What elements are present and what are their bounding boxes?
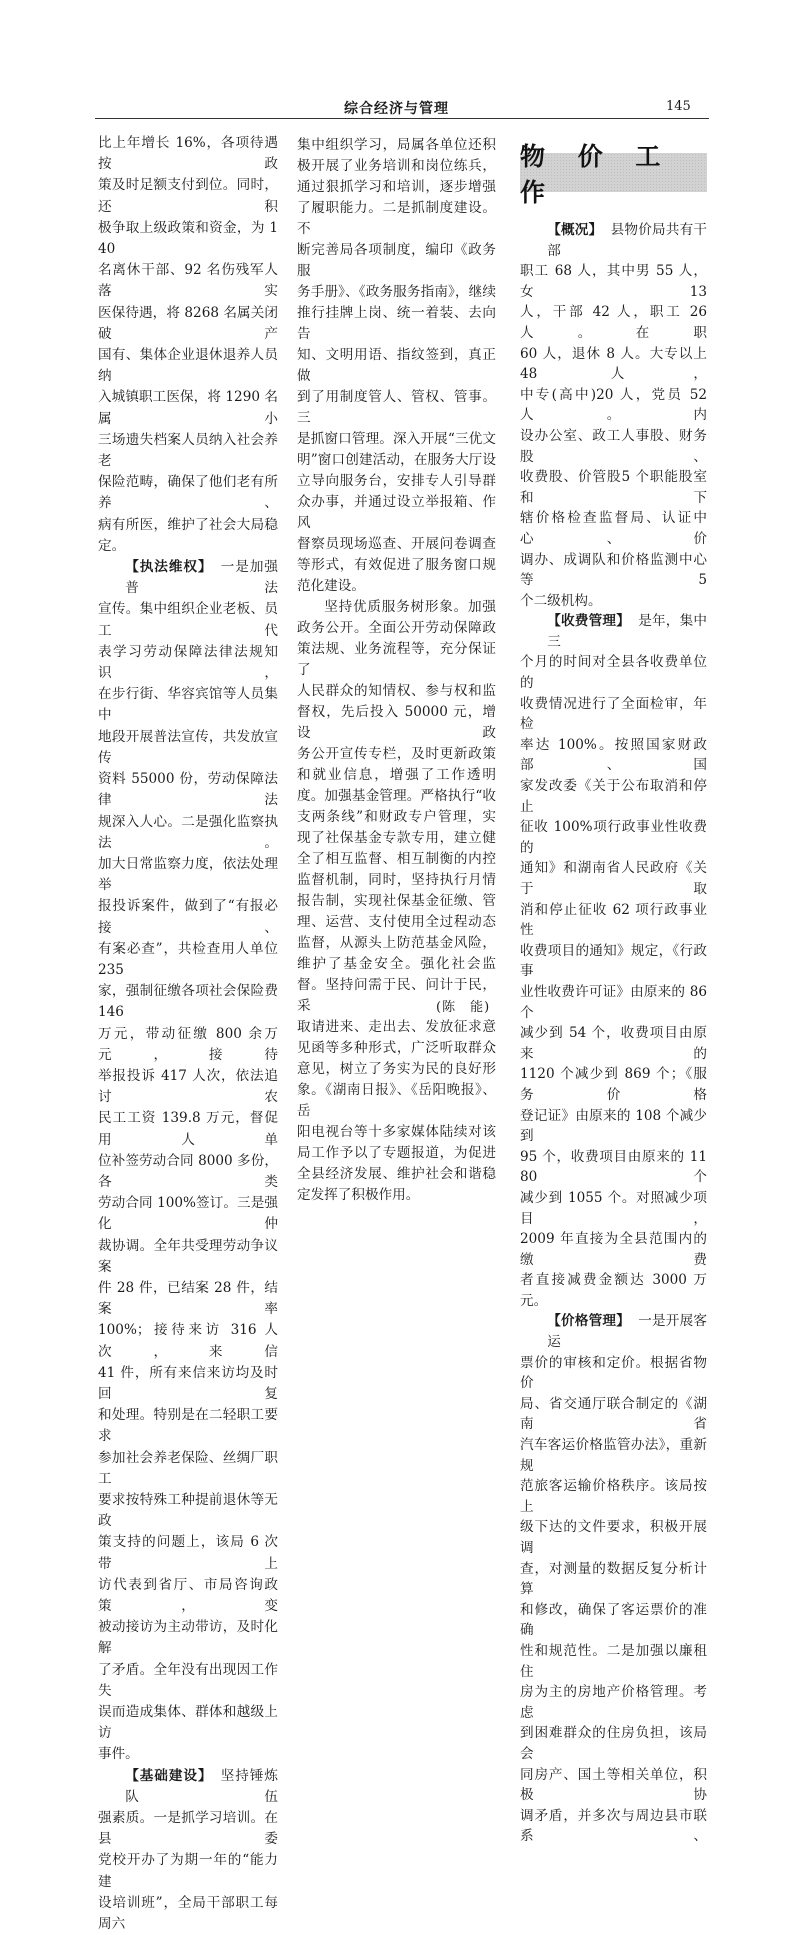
text-line <box>297 954 496 975</box>
paragraph <box>520 611 707 1311</box>
text-line <box>297 870 496 891</box>
text-line <box>98 599 278 641</box>
text-line <box>98 175 278 217</box>
line-text: 策法规、业务流程等，充分保证了 <box>297 641 496 678</box>
line-text: 入城镇职工医保，将 1290 名属小 <box>98 389 278 427</box>
paragraph <box>520 1311 707 1846</box>
line-text: 象。《湖南日报》、《岳阳晚报》、岳 <box>297 1082 496 1119</box>
line-text: 一是加强普法 <box>125 559 278 597</box>
text-line <box>520 776 707 817</box>
text-line <box>98 1766 278 1808</box>
section-title-box <box>520 141 707 207</box>
text-line <box>297 639 496 681</box>
line-text: 明”窗口创建活动，在服务大厅设 <box>297 452 496 468</box>
line-text: 在步行街、华容宾馆等人员集中 <box>98 686 278 724</box>
text-line <box>98 1151 278 1193</box>
text-line <box>520 508 707 549</box>
text-line <box>520 1476 707 1517</box>
line-text: 资料 55000 份，劳动保障法律法 <box>98 771 278 809</box>
line-text: 收费股、价管股5 个职能股室和下 <box>520 469 707 506</box>
text-line <box>98 939 278 981</box>
text-line <box>297 597 496 618</box>
line-text: 汽车客运价格监管办法》，重新规 <box>520 1437 707 1474</box>
text-line <box>520 1682 707 1723</box>
line-text: 同房产、国土等相关单位，积极协 <box>520 1766 707 1804</box>
text-line <box>98 812 278 854</box>
line-text: 减少到 54 个，收费项目由原来的 <box>520 1025 707 1062</box>
text-line <box>520 1311 707 1352</box>
text-line <box>520 1641 707 1682</box>
text-line <box>520 900 707 941</box>
line-text: 取请进来、走出去、发放征求意 <box>297 1019 496 1035</box>
page-number: 145 <box>666 99 691 114</box>
line-text: 95 个，收费项目由原来的 1180 个 <box>520 1148 707 1186</box>
line-text: 调办、成调队和价格监测中心等 5 <box>520 551 707 589</box>
text-line <box>520 1806 707 1847</box>
text-line <box>98 1236 278 1278</box>
text-line <box>520 220 707 261</box>
text-line <box>520 817 707 858</box>
text-line <box>520 426 707 467</box>
text-line <box>98 1617 278 1659</box>
line-text: 1120 个减少到 869 个；《服务价格 <box>520 1066 707 1103</box>
line-text: 务公开宣传专栏，及时更新政策 <box>297 746 496 762</box>
text-line <box>297 1059 496 1080</box>
text-line <box>297 576 496 597</box>
text-line <box>98 345 278 387</box>
text-line <box>297 177 496 198</box>
line-text: 比上年增长 16%，各项待遇按政 <box>98 135 278 173</box>
paragraph <box>297 135 496 597</box>
line-text: 件 28 件，已结案 28 件，结案率 <box>98 1279 278 1318</box>
text-line <box>297 1143 496 1164</box>
line-text: 强素质。一是抓学习培训。在县委 <box>98 1810 278 1848</box>
line-text: 职工 68 人，其中男 55 人，女 13 <box>520 263 707 300</box>
text-line <box>520 1353 707 1394</box>
text-line <box>98 1893 278 1935</box>
text-line <box>520 1064 707 1105</box>
line-text: 访代表到省厅、市局咨询政策，变 <box>98 1576 278 1615</box>
line-text: 查，对测量的数据反复分析计算 <box>520 1560 707 1598</box>
line-text: 知、文明用语、指纹签到，真正做 <box>297 347 496 384</box>
line-text: 级下达的文件要求，积极开展调 <box>520 1519 707 1556</box>
paragraph <box>520 220 707 611</box>
text-line <box>297 702 496 744</box>
line-text: 举报投诉 417 人次，依法追讨农 <box>98 1067 278 1106</box>
line-text: 家发改委《关于公布取消和停止 <box>520 778 707 815</box>
text-line <box>297 1038 496 1059</box>
line-text: 病有所医，维护了社会大局稳定。 <box>98 516 278 554</box>
section-title: 物 价 工 作 <box>520 141 673 207</box>
line-text: 国有、集体企业退休退养人员纳 <box>98 347 278 385</box>
text-line <box>98 557 278 599</box>
text-line <box>98 1363 278 1405</box>
text-line <box>98 1193 278 1235</box>
text-line <box>98 769 278 811</box>
line-text: 率达 100%。按照国家财政部、国 <box>520 736 707 774</box>
text-line <box>297 786 496 807</box>
text-line <box>520 1765 707 1806</box>
line-text: 房为主的房地产价格管理。考虑 <box>520 1684 707 1721</box>
line-text: 范化建设。 <box>297 578 365 594</box>
line-text: 者直接减费金额达 3000 万元。 <box>520 1272 707 1309</box>
text-line <box>520 344 707 385</box>
section-heading: 【价格管理】 <box>547 1313 631 1330</box>
line-text: 坚持锤炼队伍 <box>125 1767 278 1805</box>
line-text: 和处理。特别是在二轻职工要求 <box>98 1407 278 1445</box>
line-text: 定发挥了积极作用。 <box>297 1187 420 1203</box>
text-line <box>297 303 496 345</box>
line-text: 坚持优质服务树形象。加强 <box>324 599 496 615</box>
line-text: 票价的审核和定价。根据省物价 <box>520 1354 707 1392</box>
text-line <box>297 891 496 912</box>
text-line <box>520 1229 707 1270</box>
line-text: 局工作予以了专题报道，为促进 <box>297 1145 496 1161</box>
text-line <box>297 1185 496 1206</box>
text-line <box>98 218 278 260</box>
section-heading: 【执法维权】 <box>125 559 213 576</box>
line-text: 局、省交通厅联合制定的《湖南省 <box>520 1395 707 1433</box>
text-line <box>297 471 496 492</box>
text-line <box>297 534 496 555</box>
line-text: 支两条线”和财政专户管理，实 <box>297 809 496 825</box>
line-text: 极开展了业务培训和岗位练兵， <box>297 158 496 174</box>
line-text: 了矛盾。全年没有出现因工作失 <box>98 1661 278 1699</box>
text-line <box>297 555 496 576</box>
text-line <box>520 941 707 982</box>
line-text: 设办公室、政工人事股、财务股、 <box>520 427 707 465</box>
line-text: 加大日常监察力度，依法处理举 <box>98 855 278 894</box>
text-line <box>98 1405 278 1447</box>
text-line <box>98 854 278 896</box>
section-heading: 【收费管理】 <box>547 613 631 630</box>
text-line <box>98 260 278 302</box>
line-text: 督。坚持问需于民、问计于民，采 <box>297 977 496 1014</box>
line-text: 众办事，并通过设立举报箱、作风 <box>297 494 496 531</box>
text-line <box>98 642 278 684</box>
text-line <box>297 345 496 387</box>
text-line <box>98 1850 278 1892</box>
line-text: 阳电视台等十多家媒体陆续对该 <box>297 1124 496 1140</box>
line-text: 了履职能力。二是抓制度建设。不 <box>297 200 496 237</box>
line-text: 全了相互监督、相互制衡的内控 <box>297 851 496 867</box>
text-line <box>297 765 496 786</box>
text-line <box>98 303 278 345</box>
text-line <box>297 240 496 282</box>
line-text: 误而造成集体、群体和越级上访 <box>98 1704 278 1742</box>
text-line <box>297 744 496 765</box>
line-text: 见函等多种形式，广泛听取群众 <box>297 1040 496 1056</box>
line-text: 人民群众的知情权、参与权和监 <box>297 683 496 699</box>
line-text: 万元，带动征缴 800 余万元，接待 <box>98 1025 278 1063</box>
line-text: 辖价格检查监督局、认证中心、价 <box>520 510 707 547</box>
text-line <box>98 727 278 769</box>
text-line <box>98 1108 278 1150</box>
text-line <box>297 135 496 156</box>
text-line <box>297 1164 496 1185</box>
line-text: 策支持的问题上，该局 6 次带上 <box>98 1534 278 1572</box>
text-line <box>520 550 707 591</box>
line-text: 到了用制度管人、管权、管事。三 <box>297 389 496 426</box>
text-line <box>520 1723 707 1764</box>
text-line <box>98 1532 278 1574</box>
line-text: 事件。 <box>98 1746 139 1763</box>
line-text: 医保待遇，将 8268 名属关闭破产 <box>98 304 278 342</box>
paragraph <box>297 597 496 1206</box>
line-text: 报投诉案件，做到了“有报必接、 <box>98 898 278 936</box>
line-text: 断完善局各项制度，编印《政务服 <box>297 242 496 279</box>
text-column-1 <box>98 133 278 1935</box>
line-text: 立导向服务台，安排专人引导群 <box>297 473 496 489</box>
text-line <box>520 1394 707 1435</box>
text-line <box>98 1278 278 1320</box>
text-line <box>520 652 707 693</box>
line-text: 名离休干部、92 名伤残军人落实 <box>98 262 278 300</box>
line-text: 100%；接待来访 316 人次，来信 <box>98 1322 278 1360</box>
text-line <box>98 430 278 472</box>
text-line <box>520 1106 707 1147</box>
text-line <box>297 618 496 639</box>
text-line <box>297 933 496 954</box>
line-text: 全县经济发展、维护社会和谐稳 <box>297 1166 496 1182</box>
text-line <box>520 694 707 735</box>
line-text: 监督，从源头上防范基金风险， <box>297 935 496 951</box>
paragraph <box>98 557 278 1766</box>
text-line <box>98 1808 278 1850</box>
text-line <box>98 515 278 557</box>
line-text: 宣传。集中组织企业老板、员工代 <box>98 601 278 639</box>
line-text: 中专(高中)20 人，党员 52 人。内 <box>520 386 707 424</box>
line-text: 一是开展客运 <box>547 1313 708 1351</box>
text-line <box>520 1517 707 1558</box>
text-line <box>98 684 278 726</box>
text-line <box>297 807 496 828</box>
text-line <box>297 492 496 534</box>
text-line <box>98 896 278 938</box>
line-text: 60 人，退休 8 人。大专以上 48 人， <box>520 345 707 383</box>
line-text: 集中组织学习，局属各单位还积 <box>297 137 496 153</box>
line-text: 性和规范性。二是加强以廉租住 <box>520 1642 707 1680</box>
line-text: 2009 年直接为全县范围内的缴费 <box>520 1231 707 1268</box>
line-text: 保险范畴，确保了他们老有所养、 <box>98 474 278 512</box>
line-text: 规深入人心。二是强化监察执法。 <box>98 813 278 851</box>
line-text: 督察员现场巡查、开展问卷调查 <box>297 536 496 552</box>
text-line <box>520 858 707 899</box>
text-line <box>297 429 496 450</box>
line-text: 表学习劳动保障法律法规知识， <box>98 643 278 682</box>
text-line <box>297 828 496 849</box>
line-text: 家，强制征缴各项社会保险费 146 <box>98 983 278 1021</box>
line-text: 减少到 1055 个。对照减少项目， <box>520 1189 707 1227</box>
line-text: 意见，树立了务实为民的良好形 <box>297 1061 496 1077</box>
line-text: 地段开展普法宣传，共发放宣传 <box>98 728 278 766</box>
text-line <box>520 1600 707 1641</box>
header-rule <box>95 118 709 119</box>
line-text: 到困难群众的住房负担，该局会 <box>520 1725 707 1762</box>
paragraph <box>98 133 278 557</box>
text-line <box>98 1490 278 1532</box>
line-text: 理、运营、支付使用全过程动态 <box>297 914 496 930</box>
text-column-2 <box>297 135 496 1206</box>
line-text: 范旅客运输价格秩序。该局按上 <box>520 1478 707 1515</box>
line-text: 党校开办了为期一年的“能力建 <box>98 1852 278 1890</box>
text-line <box>520 1147 707 1188</box>
line-text: 现了社保基金专款专用，建立健 <box>297 830 496 846</box>
text-line <box>98 1448 278 1490</box>
text-line <box>297 198 496 240</box>
line-text: 督权，先后投入 50000 元，增设政 <box>297 704 496 741</box>
text-line <box>297 156 496 177</box>
text-line <box>520 1270 707 1311</box>
text-line <box>520 385 707 426</box>
text-line <box>297 849 496 870</box>
line-text: 务手册》、《政务服务指南》，继续 <box>297 284 496 300</box>
text-line <box>520 1188 707 1229</box>
line-text: 度。加强基金管理。严格执行“收 <box>297 788 496 804</box>
running-header-title: 综合经济与管理 <box>344 101 449 117</box>
text-line <box>520 982 707 1023</box>
text-line <box>98 133 278 175</box>
line-text: 极争取上级政策和资金，为 140 <box>98 219 278 258</box>
line-text: 41 件，所有来信来访均及时回复 <box>98 1364 278 1402</box>
line-text: 参加社会养老保险、丝绸厂职工 <box>98 1449 278 1487</box>
text-column-3 <box>520 220 707 1847</box>
line-text: 政务公开。全面公开劳动保障政 <box>297 620 496 636</box>
text-line <box>98 472 278 514</box>
text-line <box>520 591 707 612</box>
text-line <box>297 282 496 303</box>
text-line <box>98 1660 278 1702</box>
line-text: 劳动合同 100%签订。三是强化仲 <box>98 1195 278 1233</box>
line-text: 设培训班”，全局干部职工每周六 <box>98 1894 278 1933</box>
paragraph <box>98 1766 278 1935</box>
line-text: 消和停止征收 62 项行政事业性 <box>520 901 707 939</box>
line-text: 是年，集中三 <box>547 613 708 650</box>
text-line <box>297 681 496 702</box>
text-line <box>98 1702 278 1744</box>
line-text: 裁协调。全年共受理劳动争议案 <box>98 1237 278 1275</box>
text-line <box>297 450 496 471</box>
author-signature: (陈 能) <box>436 1000 491 1015</box>
line-text: 民工工资 139.8 万元，督促用人单 <box>98 1110 278 1148</box>
line-text: 登记证》由原来的 108 个减少到 <box>520 1107 707 1145</box>
line-text: 三场遗失档案人员纳入社会养老 <box>98 431 278 470</box>
line-text: 监督机制，同时，坚持执行月情 <box>297 872 496 888</box>
line-text: 被动接访为主动带访，及时化解 <box>98 1619 278 1657</box>
text-line <box>297 1080 496 1122</box>
text-line <box>98 387 278 429</box>
line-text: 推行挂牌上岗、统一着装、去向告 <box>297 305 496 342</box>
line-text: 县物价局共有干部 <box>547 222 708 259</box>
text-line <box>520 1435 707 1476</box>
text-line <box>520 261 707 302</box>
line-text: 是抓窗口管理。深入开展“三优文 <box>297 431 496 447</box>
line-text: 和就业信息，增强了工作透明 <box>297 767 496 783</box>
text-line <box>520 611 707 652</box>
text-line <box>297 912 496 933</box>
line-text: 通知》和湖南省人民政府《关于取 <box>520 860 707 897</box>
line-text: 收费情况进行了全面检审，年检 <box>520 695 707 733</box>
line-text: 调矛盾，并多次与周边县市联系、 <box>520 1807 707 1845</box>
text-line <box>520 1023 707 1064</box>
line-text: 报告制，实现社保基金征缴、管 <box>297 893 496 909</box>
line-text: 收费项目的通知》规定，《行政事 <box>520 942 707 980</box>
line-text: 通过狠抓学习和培训，逐步增强 <box>297 179 496 195</box>
line-text: 位补签劳动合同 8000 多份，各类 <box>98 1152 278 1190</box>
line-text: 业性收费许可证》由原来的 86 个 <box>520 983 707 1021</box>
text-line <box>520 467 707 508</box>
text-line <box>297 1122 496 1143</box>
text-line <box>98 1744 278 1765</box>
text-line <box>98 981 278 1023</box>
text-line <box>520 1559 707 1600</box>
text-line <box>297 1017 496 1038</box>
line-text: 个月的时间对全县各收费单位的 <box>520 654 707 692</box>
line-text: 有案必查”，共检查用人单位 235 <box>98 940 278 978</box>
text-line <box>520 302 707 343</box>
line-text: 人，干部 42 人，职工 26 人。在职 <box>520 304 707 341</box>
line-text: 个二级机构。 <box>520 592 602 609</box>
text-line <box>98 1024 278 1066</box>
section-heading: 【概况】 <box>547 222 603 238</box>
section-heading: 【基础建设】 <box>125 1767 213 1784</box>
text-line <box>98 1575 278 1617</box>
line-text: 征收 100%项行政事业性收费的 <box>520 819 707 856</box>
text-line <box>98 1066 278 1108</box>
line-text: 维护了基金安全。强化社会监 <box>297 956 496 972</box>
text-line <box>98 1320 278 1362</box>
text-line <box>297 387 496 429</box>
line-text: 要求按特殊工种提前退休等无政 <box>98 1492 278 1530</box>
text-line <box>520 735 707 776</box>
line-text: 等形式，有效促进了服务窗口规 <box>297 557 496 573</box>
line-text: 和修改，确保了客运票价的准确 <box>520 1601 707 1639</box>
line-text: 策及时足额支付到位。同时，还积 <box>98 177 278 215</box>
